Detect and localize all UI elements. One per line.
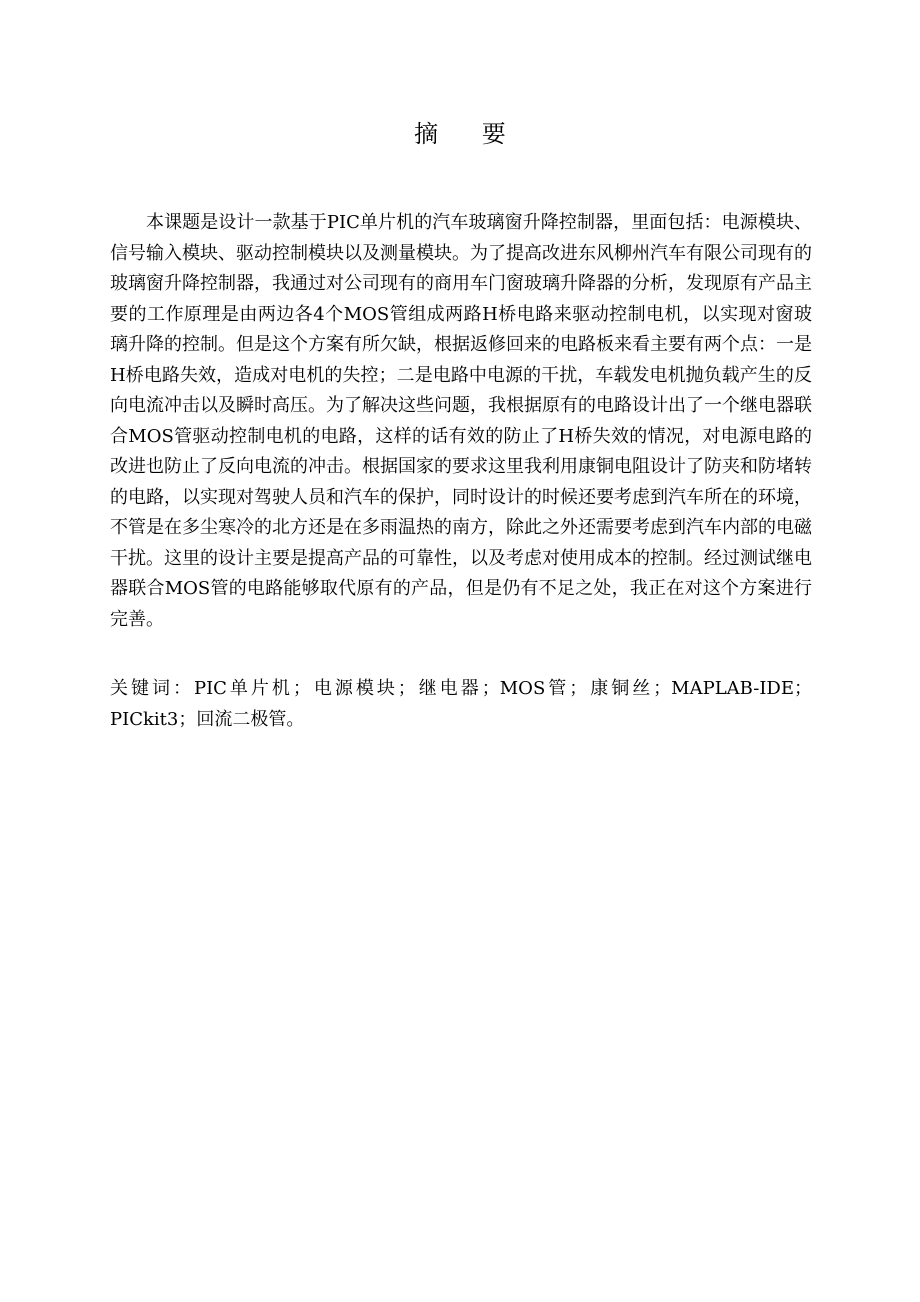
keywords-text: PIC单片机；电源模块；继电器；MOS管；康铜丝；MAPLAB-IDE；PICkit3；回流二极管。 <box>110 678 812 730</box>
page-title: 摘 要 <box>414 120 524 148</box>
keywords-line <box>110 674 812 735</box>
abstract-paragraph: 本课题是设计一款基于PIC单片机的汽车玻璃窗升降控制器，里面包括：电源模块、信号输入模块、驱动控制模块以及测量模块。为了提高改进东风柳州汽车有限公司现有的玻璃窗升降控制器，我通过对公司现有的商用车门窗玻璃升降器的分析，发现原有产品主要的工作原理是由两边各4个MOS管组成两路H桥电路来驱动控制电机，以实现对窗玻璃升降的控制。但是这个方案有所欠缺，根据返修回来的电路板来看主要有两个点：一是H桥电路失效，造成对电机的失控；二是电路中电源的干扰，车载发电机抛负载产生的反向电流冲击以及瞬时高压。为了解决这些问题，我根据原有的电路设计出了一个继电器联合MOS管驱动控制电机的电路，这样的话有效的防止了H桥失效的情况，对电源电路的改进也防止了反向电流的冲击。根据国家的要求这里我利用康铜电阻设计了防夹和防堵转的电路，以实现对驾驶人员和汽车的保护，同时设计的时候还要考虑到汽车所在的环境，不管是在多尘寒冷的北方还是在多雨温热的南方，除此之外还需要考虑到汽车内部的电磁干扰。这里的设计主要是提高产品的可靠性，以及考虑对使用成本的控制。经过测试继电器联合MOS管的电路能够取代原有的产品，但是仍有不足之处，我正在对这个方案进行完善。 <box>110 212 812 630</box>
keywords-label: 关键词： <box>110 678 194 699</box>
